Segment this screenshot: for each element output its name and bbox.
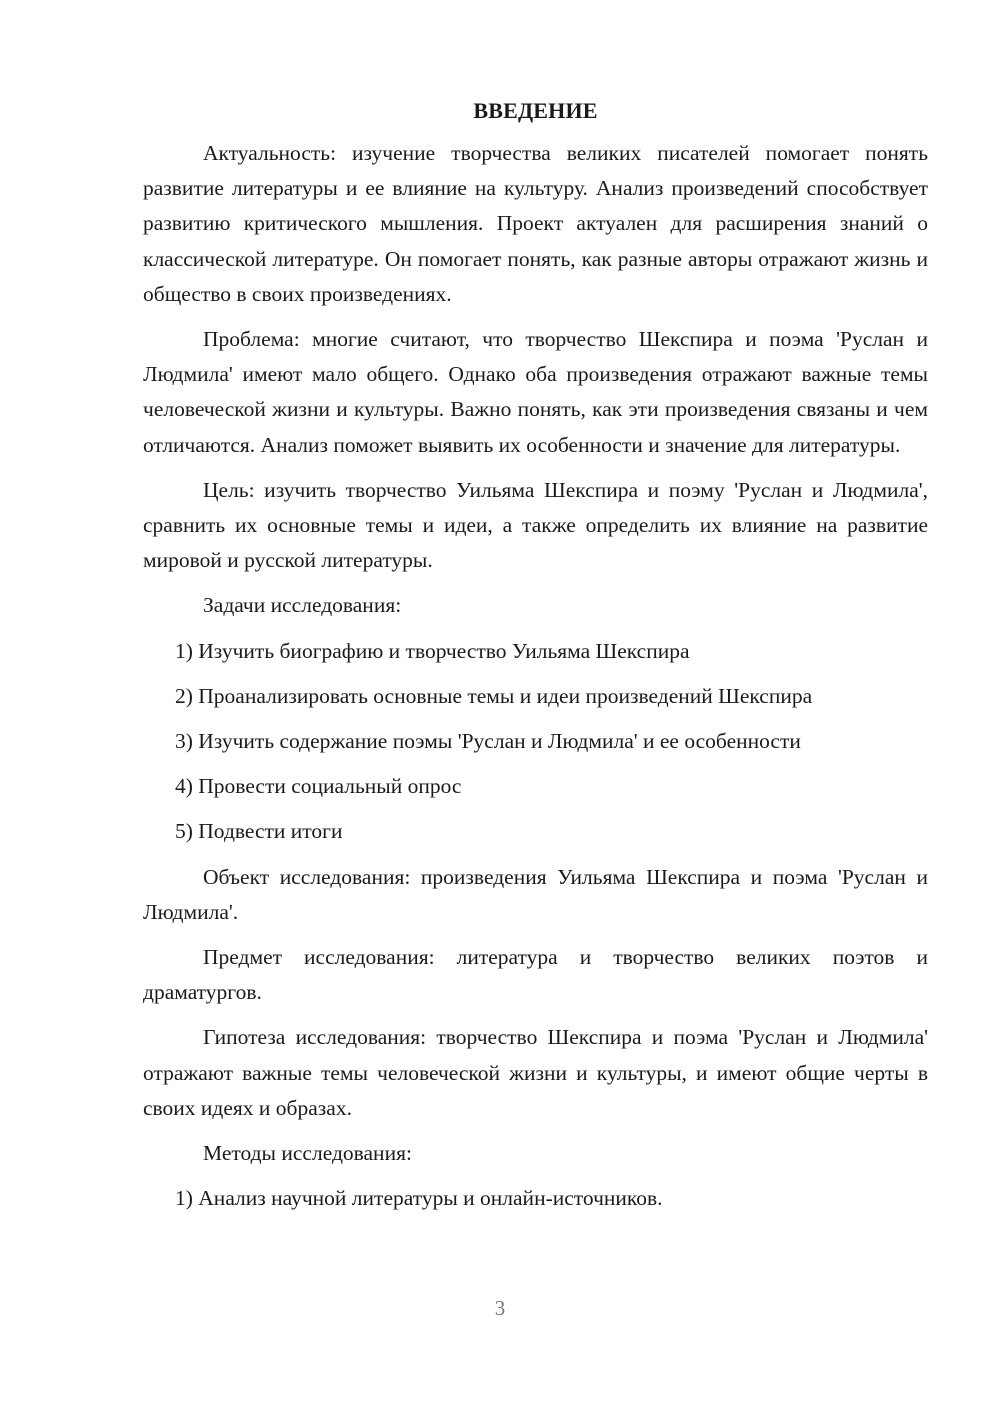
list-item: 4) Провести социальный опрос — [175, 774, 462, 799]
paragraph-goal: Цель: изучить творчество Уильяма Шекспира и поэму 'Руслан и Людмила', сравнить их основные темы и идеи, а также определить их влияние на развитие мировой и русской литературы. — [143, 477, 928, 573]
paragraph-subject: Предмет исследования: литература и творчество великих поэтов и драматургов. — [143, 945, 928, 1005]
paragraph-object: Объект исследования: произведения Уильяма Шекспира и поэма 'Руслан и Людмила'. — [143, 864, 928, 924]
tasks-heading: Задачи исследования: — [203, 593, 402, 618]
list-item: 3) Изучить содержание поэмы 'Руслан и Людмила' и ее особенности — [175, 729, 801, 754]
list-item: 2) Проанализировать основные темы и идеи произведений Шекспира — [175, 683, 813, 708]
list-item: 5) Подвести итоги — [175, 819, 343, 844]
document-title: ВВЕДЕНИЕ — [473, 98, 598, 123]
paragraph-relevance: Актуальность: изучение творчества великих писателей помогает понять развитие литературы и ее влияние на культуру. Анализ произведений способствует развитию критического мышления. Проект актуален для расширения знаний о классической литературе. Он помогает понять, как разные авторы отражают жизнь и общество в своих произведениях. — [143, 141, 928, 306]
list-item: 1) Изучить биографию и творчество Уильяма Шекспира — [175, 638, 690, 663]
document-page — [143, 96, 928, 1226]
list-item: 1) Анализ научной литературы и онлайн-источников. — [175, 1186, 663, 1211]
page-number: 3 — [494, 1296, 506, 1320]
paragraph-problem: Проблема: многие считают, что творчество Шекспира и поэма 'Руслан и Людмила' имеют мало общего. Однако оба произведения отражают важные темы человеческой жизни и культуры. Важно понять, как эти произведения связаны и чем отличаются. Анализ поможет выявить их особенности и значение для литературы. — [143, 327, 928, 457]
methods-heading: Методы исследования: — [203, 1141, 412, 1166]
paragraph-hypothesis: Гипотеза исследования: творчество Шекспира и поэма 'Руслан и Людмила' отражают важные темы человеческой жизни и культуры, и имеют общие черты в своих идеях и образах. — [143, 1025, 928, 1120]
